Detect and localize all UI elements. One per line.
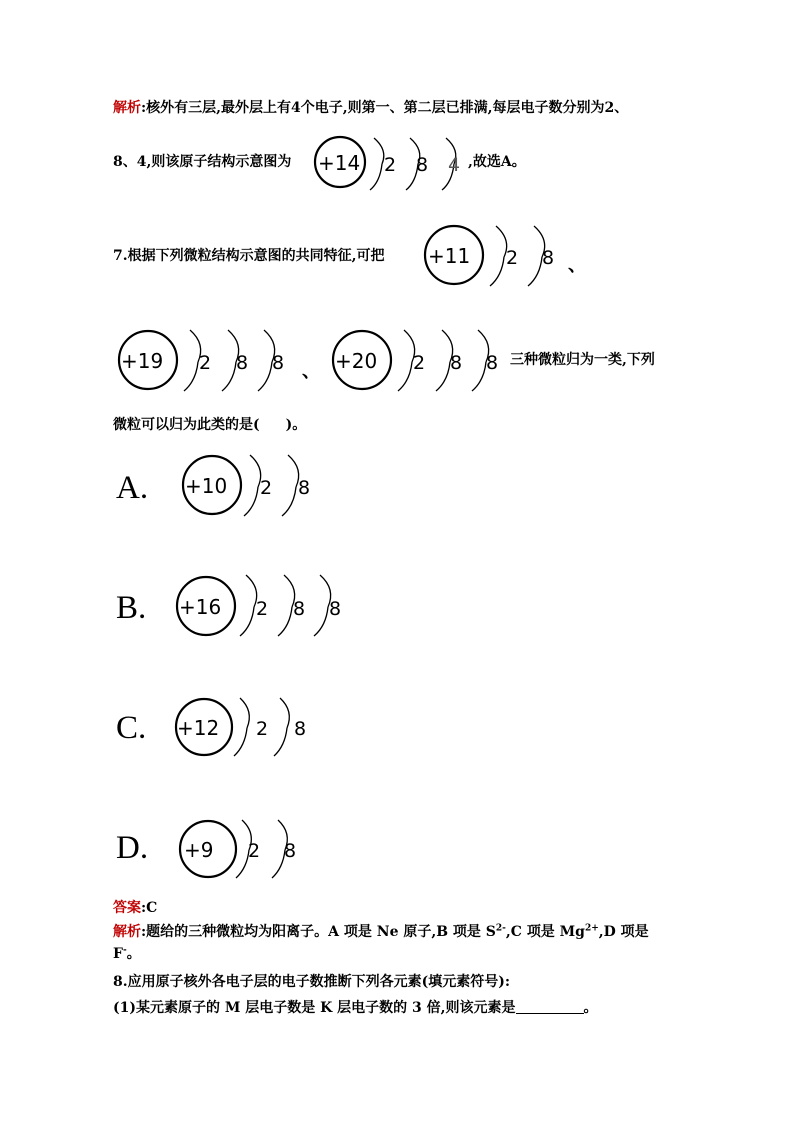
shell-arc [374,138,384,164]
shell-count: 8 [329,598,342,620]
solution-text: ,C 项是 Mg [505,924,585,940]
atom-diagram-si [312,132,472,196]
q8-part1-text: (1)某元素原子的 M 层电子数是 K 层电子数的 3 倍,则该元素是 [113,1000,516,1016]
solution-text: F [113,946,123,962]
q7-stem-end-suffix: )。 [285,417,307,433]
shell-count: 2 [256,718,269,740]
q7-stem-line3 [113,415,306,435]
nucleus-charge: +19 [121,349,164,373]
shell-arc [370,164,382,190]
shell-arc [184,362,198,391]
answer-value: :C [141,900,158,916]
solution-label: 解析 [113,100,141,116]
answer-blank[interactable] [516,999,584,1014]
shell-count: 2 [413,352,426,374]
q7-stem-end-prefix: 微粒可以归为此类的是( [113,417,260,433]
solution-text: ,D 项是 [598,924,649,940]
q7-separator: 、 [568,255,586,276]
q7-stem-line2: 三种微粒归为一类,下列 [510,352,655,368]
option-c-letter[interactable]: C. [116,710,147,746]
nucleus-charge: +16 [179,595,222,619]
shell-count: 8 [486,352,499,374]
shell-count: 2 [384,154,397,176]
shell-count: 2 [199,352,212,374]
q7-solution-line2 [113,944,141,964]
option-a-diagram[interactable] [180,450,330,522]
shell-count: 8 [293,598,306,620]
atom-diagram-na [422,220,572,290]
shell-arc [436,362,450,391]
nucleus-charge: +9 [184,838,214,862]
shell-arc [528,257,542,286]
solution6-line2-prefix: 8、4,则该原子结构示意图为 [113,154,292,170]
shell-arc [234,728,247,756]
charge-superscript: 2- [495,923,506,934]
shell-count: 2 [256,598,269,620]
shell-count: 8 [298,477,311,499]
solution-text: :题给的三种微粒均为阳离子。A 项是 Ne 原子,B 项是 S [141,924,496,940]
shell-arc [490,257,504,286]
q7-solution-line1 [113,922,649,942]
charge-superscript: 2+ [584,923,599,934]
solution-text: :核外有三层,最外层上有4个电子,则第一、第二层已排满,每层电子数分别为2、 [141,100,629,116]
shell-count: 2 [248,840,261,862]
shell-arc [278,607,292,636]
shell-count: 8 [236,352,249,374]
nucleus-charge: +10 [185,474,228,498]
q8-part1-end: 。 [583,1000,598,1016]
shell-arc [314,607,328,636]
shell-count: 8 [284,840,297,862]
solution-text: 。 [126,946,141,962]
solution6-line1 [113,98,628,118]
shell-arc [222,362,236,391]
answer-label: 答案 [113,900,141,916]
option-b-letter[interactable]: B. [116,590,147,626]
option-d-letter[interactable]: D. [116,830,149,866]
atom-diagram-ca [330,324,510,396]
shell-count: 2 [260,477,273,499]
option-d-diagram[interactable] [176,814,326,886]
option-c-diagram[interactable] [172,692,322,764]
q8-part1 [113,998,598,1018]
shell-arc [282,487,296,516]
shell-count: 4 [448,154,461,176]
q7-stem-line1: 7.根据下列微粒结构示意图的共同特征,可把 [113,248,385,264]
shell-count: 8 [272,352,285,374]
shell-count: 2 [506,247,519,269]
shell-arc [472,362,486,391]
solution-label: 解析 [113,924,141,940]
q7-separator: 、 [302,361,320,382]
shell-arc [244,487,258,516]
shell-arc [274,728,287,756]
atom-diagram-k [116,324,302,396]
nucleus-charge: +11 [428,244,471,268]
option-a-letter[interactable]: A. [116,470,149,506]
shell-arc [280,698,289,728]
shell-count: 8 [294,718,307,740]
shell-arc [240,607,254,636]
charge-superscript: - [122,945,127,956]
shell-arc [258,362,272,391]
nucleus-charge: +20 [335,349,378,373]
shell-count: 8 [542,247,555,269]
shell-arc [240,698,249,728]
shell-count: 8 [450,352,463,374]
nucleus-charge: +14 [318,151,361,175]
nucleus-charge: +12 [177,716,220,740]
q8-stem: 8.应用原子核外各电子层的电子数推断下列各元素(填元素符号): [113,974,511,990]
shell-count: 8 [416,154,429,176]
shell-arc [398,362,412,391]
q7-answer [113,898,157,918]
option-b-diagram[interactable] [174,570,360,642]
solution6-line2-suffix: ,故选A。 [468,154,526,170]
